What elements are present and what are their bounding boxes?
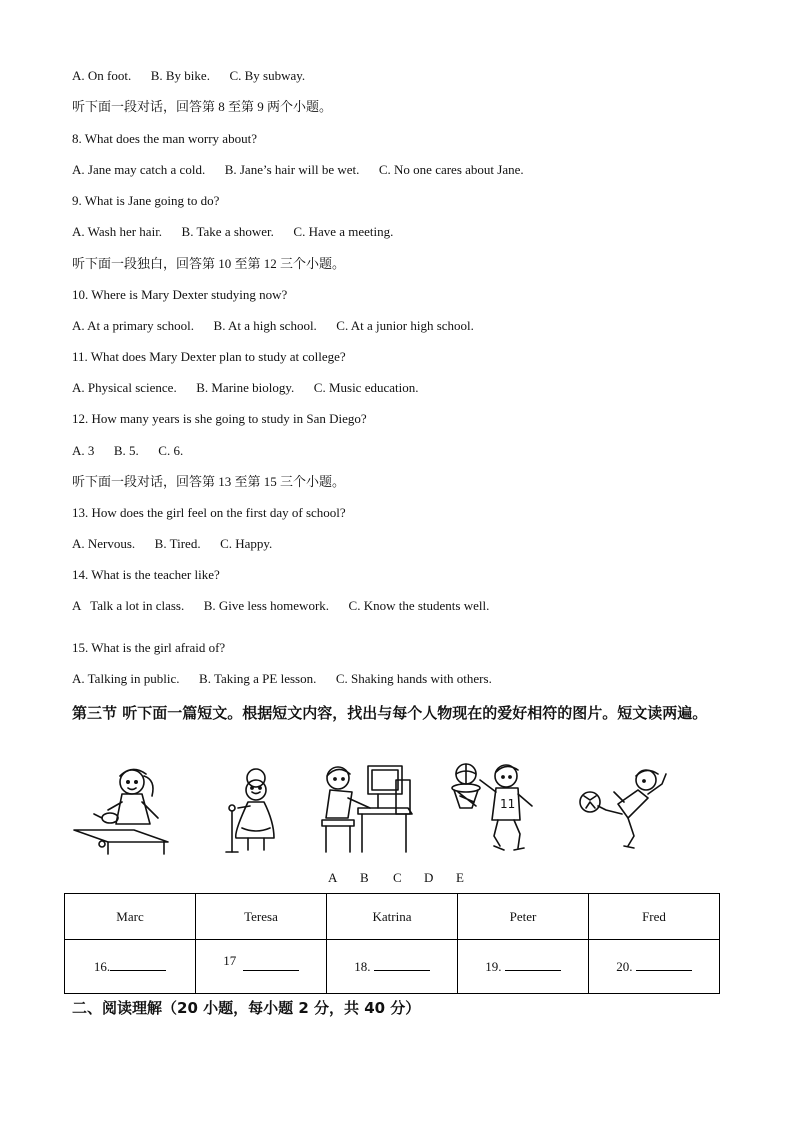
table-row	[65, 940, 720, 994]
q10-options: A. At a primary school. B. At a high school. C. At a junior high school.	[72, 318, 474, 333]
q14-options: A Talk a lot in class. B. Give less homework. C. Know the students well.	[72, 598, 490, 613]
answer-cell-18[interactable]	[327, 940, 458, 994]
girl-singing-icon	[212, 762, 282, 856]
answer-blank[interactable]	[110, 958, 166, 971]
picture-letter-b: B	[360, 870, 369, 885]
answer-number: 19.	[485, 959, 502, 974]
answer-blank[interactable]	[374, 958, 430, 971]
answer-cell-16[interactable]	[65, 940, 196, 994]
question-14: 14. What is the teacher like?	[72, 567, 220, 582]
question-10: 10. Where is Mary Dexter studying now?	[72, 287, 288, 302]
answer-cell-20[interactable]	[589, 940, 720, 994]
name-cell-teresa: Teresa	[196, 894, 327, 940]
boy-computer-icon	[318, 762, 414, 856]
boy-football-icon	[578, 762, 672, 856]
answer-cell-17[interactable]	[196, 940, 327, 994]
section-2-heading: 二、阅读理解（20 小题，每小题 2 分，共 40 分）	[72, 999, 421, 1017]
name-cell-fred: Fred	[589, 894, 720, 940]
question-13: 13. How does the girl feel on the first day of school?	[72, 505, 346, 520]
instruction-13-15: 听下面一段对话，回答第 13 至第 15 三个小题。	[72, 474, 346, 489]
q13-options: A. Nervous. B. Tired. C. Happy.	[72, 536, 273, 551]
name-cell-katrina: Katrina	[327, 894, 458, 940]
q12-options: A. 3 B. 5. C. 6.	[72, 443, 184, 458]
answer-number: 18.	[354, 959, 371, 974]
q8-options: A. Jane may catch a cold. B. Jane’s hair will be wet. C. No one cares about Jane.	[72, 162, 524, 177]
svg-text:11: 11	[500, 797, 516, 811]
section-3-heading: 第三节 听下面一篇短文。根据短文内容，找出与每个人物现在的爱好相符的图片。短文读两遍。	[72, 704, 708, 722]
picture-letter-c: C	[393, 870, 402, 885]
q15-options: A. Talking in public. B. Taking a PE lesson. C. Shaking hands with others.	[72, 671, 492, 686]
question-9: 9. What is Jane going to do?	[72, 193, 220, 208]
q11-options: A. Physical science. B. Marine biology. C. Music education.	[72, 380, 419, 395]
name-cell-peter: Peter	[458, 894, 589, 940]
name-cell-marc: Marc	[65, 894, 196, 940]
boy-basketball-icon	[448, 762, 552, 856]
q9-options: A. Wash her hair. B. Take a shower. C. Have a meeting.	[72, 224, 394, 239]
picture-letter-e: E	[456, 870, 464, 885]
answer-cell-19[interactable]	[458, 940, 589, 994]
question-12: 12. How many years is she going to study in San Diego?	[72, 411, 367, 426]
answer-number: 20.	[616, 959, 633, 974]
table-row	[65, 894, 720, 940]
answer-blank[interactable]	[636, 958, 692, 971]
answer-number: 16.	[93, 959, 111, 974]
q7-options: A. On foot. B. By bike. C. By subway.	[72, 68, 306, 83]
picture-letter-d: D	[424, 870, 434, 885]
answer-table	[64, 893, 720, 994]
answer-number: 17	[223, 953, 237, 968]
question-8: 8. What does the man worry about?	[72, 131, 257, 146]
picture-letter-a: A	[328, 870, 338, 885]
question-11: 11. What does Mary Dexter plan to study at college?	[72, 349, 346, 364]
answer-blank[interactable]	[243, 958, 299, 971]
answer-blank[interactable]	[505, 958, 561, 971]
instruction-8-9: 听下面一段对话，回答第 8 至第 9 两个小题。	[72, 99, 333, 114]
instruction-10-12: 听下面一段独白，回答第 10 至第 12 三个小题。	[72, 256, 346, 271]
girl-cooking-icon	[72, 762, 176, 856]
picture-row	[72, 762, 672, 860]
question-15: 15. What is the girl afraid of?	[72, 640, 226, 655]
